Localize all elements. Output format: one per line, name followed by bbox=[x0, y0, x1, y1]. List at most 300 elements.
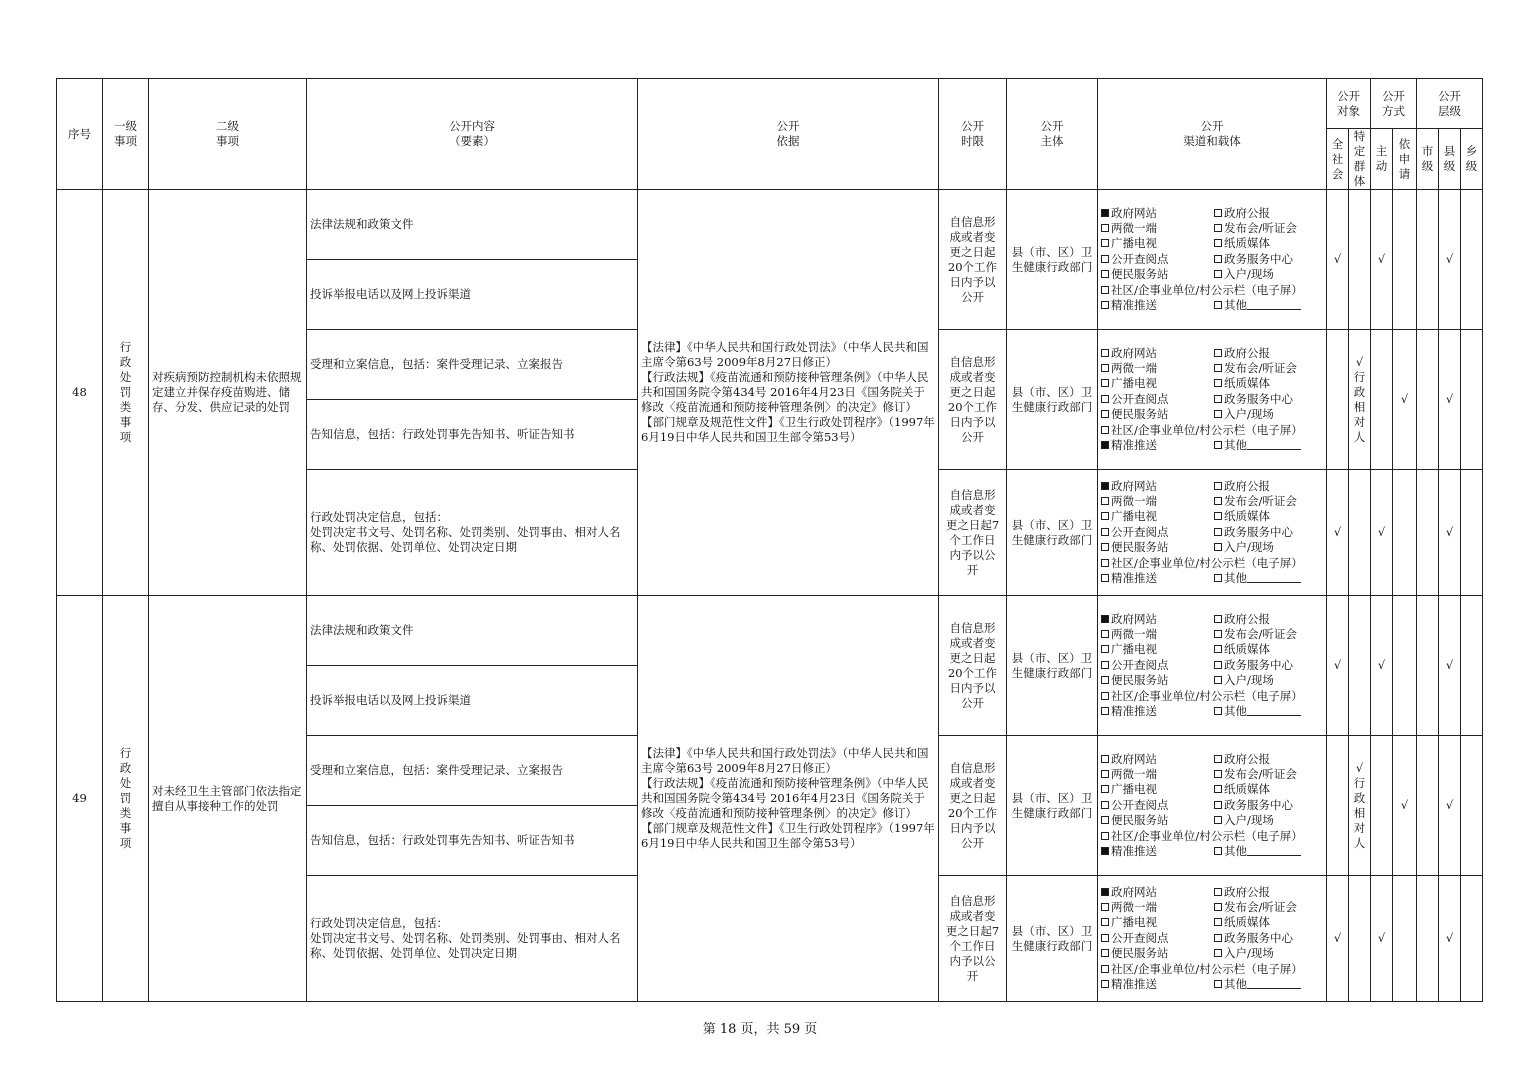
channel-option bbox=[1101, 423, 1323, 438]
channel-option bbox=[1101, 813, 1214, 828]
page-number: 第 18 页，共 59 页 bbox=[702, 1022, 818, 1037]
obj-specific-cell: √行政相对人 bbox=[1349, 736, 1371, 876]
channel-option bbox=[1101, 627, 1214, 642]
checkbox-icon bbox=[1101, 755, 1109, 763]
channel-option-label: 便民服务站 bbox=[1111, 813, 1169, 828]
channel-option-label: 广播电视 bbox=[1111, 782, 1157, 797]
checkbox-icon bbox=[1214, 270, 1222, 278]
method-active-cell: √ bbox=[1371, 876, 1393, 1002]
channel-option bbox=[1101, 885, 1214, 900]
channel-option bbox=[1101, 658, 1214, 673]
channel-option bbox=[1101, 479, 1214, 494]
channel-option bbox=[1214, 236, 1323, 251]
basis-cell: 【法律】《中华人民共和国行政处罚法》（中华人民共和国主席令第63号 2009年8月27日修正） 【行政法规】《疫苗流通和预防接种管理条例》（中华人民共和国国务院令第434号 2016年4月23日《国务院关于修改〈疫苗流通和预防接种管理条例〉的决定》修订） 【部门规章及规范性文件】《卫生行政处罚程序》（1997年6月19日中华人民共和国卫生部令第53号） bbox=[638, 190, 939, 596]
channel-option-label: 政府公报 bbox=[1224, 611, 1270, 626]
checkbox-icon bbox=[1101, 949, 1109, 957]
channel-option bbox=[1101, 915, 1214, 930]
checkbox-icon bbox=[1214, 676, 1222, 684]
checkbox-icon bbox=[1101, 301, 1109, 309]
channel-option-label: 社区/企事业单位/村公示栏（电子屏） bbox=[1111, 555, 1303, 570]
channel-option-label: 政府网站 bbox=[1111, 884, 1157, 899]
channel-grid bbox=[1101, 885, 1323, 993]
checkbox-icon bbox=[1214, 816, 1222, 824]
channel-option bbox=[1101, 438, 1214, 453]
level1-cell: 行政处罚类事项 bbox=[103, 596, 149, 1002]
checkbox-icon bbox=[1214, 224, 1222, 232]
level-city-cell bbox=[1417, 330, 1439, 470]
header-object-group: 公开对象 bbox=[1327, 79, 1371, 129]
channel-option bbox=[1214, 221, 1323, 236]
channel-option bbox=[1101, 525, 1214, 540]
channel-option-label: 其他 bbox=[1224, 571, 1247, 586]
header-method-group: 公开方式 bbox=[1371, 79, 1417, 129]
channel-option-label: 政府网站 bbox=[1111, 205, 1157, 220]
obj-specific-cell bbox=[1349, 596, 1371, 736]
checkbox-icon bbox=[1101, 512, 1109, 520]
checkbox-icon bbox=[1101, 543, 1109, 551]
time-cell: 自信息形成或者变更之日起20个工作日内予以公开 bbox=[939, 330, 1007, 470]
channel-option bbox=[1101, 221, 1214, 236]
channel-option-label: 便民服务站 bbox=[1111, 673, 1169, 688]
level-county-cell: √ bbox=[1439, 190, 1461, 330]
channel-grid bbox=[1101, 752, 1323, 860]
checkbox-icon bbox=[1101, 707, 1109, 715]
content-cell: 法律法规和政策文件 bbox=[307, 596, 638, 666]
checkbox-icon bbox=[1214, 209, 1222, 217]
channel-option-label: 政府公报 bbox=[1224, 345, 1270, 360]
subject-cell: 县（市、区）卫生健康行政部门 bbox=[1007, 876, 1098, 1002]
channel-option-label: 发布会/听证会 bbox=[1224, 220, 1297, 235]
header-content: 公开内容 （要素） bbox=[307, 79, 638, 190]
channel-grid bbox=[1101, 612, 1323, 720]
channel-option bbox=[1214, 782, 1323, 797]
channel-options bbox=[1098, 470, 1327, 596]
channel-option bbox=[1101, 673, 1214, 688]
checkbox-icon bbox=[1101, 395, 1109, 403]
channel-option-label: 两微一端 bbox=[1111, 766, 1157, 781]
checkbox-icon bbox=[1101, 847, 1109, 855]
channel-option-label: 便民服务站 bbox=[1111, 407, 1169, 422]
level-city-cell bbox=[1417, 596, 1439, 736]
channel-option bbox=[1214, 376, 1323, 391]
channel-option bbox=[1101, 900, 1214, 915]
channel-option bbox=[1101, 844, 1214, 859]
checkbox-icon bbox=[1214, 934, 1222, 942]
channel-option bbox=[1214, 479, 1323, 494]
checkbox-icon bbox=[1101, 980, 1109, 988]
content-cell: 法律法规和政策文件 bbox=[307, 190, 638, 260]
channel-option-label: 发布会/听证会 bbox=[1224, 626, 1297, 641]
level-county-cell: √ bbox=[1439, 330, 1461, 470]
blank-line bbox=[1247, 299, 1301, 310]
checkbox-icon bbox=[1214, 645, 1222, 653]
basis-cell: 【法律】《中华人民共和国行政处罚法》（中华人民共和国主席令第63号 2009年8月27日修正） 【行政法规】《疫苗流通和预防接种管理条例》（中华人民共和国国务院令第434号 2016年4月23日《国务院关于修改〈疫苗流通和预防接种管理条例〉的决定》修订） 【部门规章及规范性文件】《卫生行政处罚程序》（1997年6月19日中华人民共和国卫生部令第53号） bbox=[638, 596, 939, 1002]
channel-option bbox=[1214, 540, 1323, 555]
channel-option bbox=[1214, 612, 1323, 627]
checkbox-icon bbox=[1214, 239, 1222, 247]
blank-line bbox=[1247, 978, 1301, 989]
channel-option-label: 政务服务中心 bbox=[1224, 524, 1293, 539]
channel-option-label: 政府公报 bbox=[1224, 205, 1270, 220]
channel-option-label: 公开查阅点 bbox=[1111, 930, 1169, 945]
content-cell: 行政处罚决定信息，包括： 处罚决定书文号、处罚名称、处罚类别、处罚事由、相对人名称、处罚依据、处罚单位、处罚决定日期 bbox=[307, 470, 638, 596]
obj-all-cell bbox=[1327, 736, 1349, 876]
channel-option bbox=[1214, 509, 1323, 524]
method-apply-cell: √ bbox=[1393, 330, 1417, 470]
channel-option bbox=[1214, 931, 1323, 946]
time-cell: 自信息形成或者变更之日起7个工作日内予以公开 bbox=[939, 876, 1007, 1002]
header-channel: 公开 渠道和载体 bbox=[1098, 79, 1327, 190]
subject-cell: 县（市、区）卫生健康行政部门 bbox=[1007, 736, 1098, 876]
header-level-group: 公开层级 bbox=[1417, 79, 1483, 129]
channel-option bbox=[1214, 298, 1323, 313]
level-town-cell bbox=[1461, 330, 1483, 470]
channel-option-label: 社区/企事业单位/村公示栏（电子屏） bbox=[1111, 961, 1303, 976]
checkbox-icon bbox=[1101, 918, 1109, 926]
channel-option bbox=[1214, 767, 1323, 782]
header-method-active: 主动 bbox=[1371, 129, 1393, 190]
checkbox-icon bbox=[1101, 482, 1109, 490]
checkbox-icon bbox=[1214, 847, 1222, 855]
channel-option-label: 其他 bbox=[1224, 438, 1247, 453]
channel-option bbox=[1214, 844, 1323, 859]
channel-option-label: 入户/现场 bbox=[1224, 673, 1274, 688]
channel-option bbox=[1214, 494, 1323, 509]
subject-cell: 县（市、区）卫生健康行政部门 bbox=[1007, 190, 1098, 330]
channel-options bbox=[1098, 190, 1327, 330]
checkbox-icon bbox=[1101, 209, 1109, 217]
checkbox-icon bbox=[1101, 645, 1109, 653]
level-town-cell bbox=[1461, 736, 1483, 876]
level-county-cell: √ bbox=[1439, 876, 1461, 1002]
method-apply-cell bbox=[1393, 596, 1417, 736]
channel-grid bbox=[1101, 346, 1323, 454]
method-active-cell: √ bbox=[1371, 596, 1393, 736]
checkbox-icon bbox=[1214, 615, 1222, 623]
checkbox-icon bbox=[1214, 482, 1222, 490]
time-cell: 自信息形成或者变更之日起20个工作日内予以公开 bbox=[939, 190, 1007, 330]
channel-option-label: 政务服务中心 bbox=[1224, 251, 1293, 266]
blank-line bbox=[1247, 572, 1301, 583]
checkbox-icon bbox=[1214, 661, 1222, 669]
channel-option-label: 入户/现场 bbox=[1224, 946, 1274, 961]
content-cell: 告知信息，包括：行政处罚事先告知书、听证告知书 bbox=[307, 400, 638, 470]
header-level1: 一级事项 bbox=[103, 79, 149, 190]
channel-option bbox=[1214, 977, 1323, 992]
channel-option bbox=[1214, 206, 1323, 221]
channel-option-label: 广播电视 bbox=[1111, 915, 1157, 930]
header-obj-specific: 特定群体 bbox=[1349, 129, 1371, 190]
channel-option-label: 公开查阅点 bbox=[1111, 524, 1169, 539]
disclosure-table bbox=[56, 78, 1483, 1002]
level-city-cell bbox=[1417, 876, 1439, 1002]
channel-grid bbox=[1101, 206, 1323, 314]
table-row bbox=[57, 596, 1483, 666]
checkbox-icon bbox=[1214, 543, 1222, 551]
channel-option bbox=[1101, 946, 1214, 961]
method-apply-cell bbox=[1393, 470, 1417, 596]
channel-option-label: 政府网站 bbox=[1111, 345, 1157, 360]
header-level-city: 市级 bbox=[1417, 129, 1439, 190]
channel-option bbox=[1214, 915, 1323, 930]
checkbox-icon bbox=[1101, 934, 1109, 942]
channel-option bbox=[1214, 361, 1323, 376]
level1-cell: 行政处罚类事项 bbox=[103, 190, 149, 596]
channel-option bbox=[1101, 931, 1214, 946]
checkbox-icon bbox=[1214, 301, 1222, 309]
channel-option-label: 入户/现场 bbox=[1224, 540, 1274, 555]
channel-option-label: 其他 bbox=[1224, 844, 1247, 859]
channel-option bbox=[1101, 283, 1323, 298]
method-apply-cell bbox=[1393, 876, 1417, 1002]
level-city-cell bbox=[1417, 190, 1439, 330]
content-cell: 受理和立案信息，包括：案件受理记录、立案报告 bbox=[307, 330, 638, 400]
checkbox-icon bbox=[1101, 410, 1109, 418]
channel-option-label: 广播电视 bbox=[1111, 509, 1157, 524]
header-row-1 bbox=[57, 79, 1483, 129]
checkbox-icon bbox=[1214, 255, 1222, 263]
header-level-town: 乡级 bbox=[1461, 129, 1483, 190]
channel-option bbox=[1101, 494, 1214, 509]
obj-specific-cell: √行政相对人 bbox=[1349, 330, 1371, 470]
level-county-cell: √ bbox=[1439, 736, 1461, 876]
channel-option bbox=[1214, 346, 1323, 361]
channel-option-label: 政府网站 bbox=[1111, 751, 1157, 766]
header-level2: 二级 事项 bbox=[149, 79, 307, 190]
channel-option bbox=[1101, 612, 1214, 627]
checkbox-icon bbox=[1101, 497, 1109, 505]
channel-option bbox=[1214, 642, 1323, 657]
checkbox-icon bbox=[1214, 785, 1222, 793]
checkbox-icon bbox=[1214, 801, 1222, 809]
channel-option-label: 其他 bbox=[1224, 298, 1247, 313]
channel-option bbox=[1101, 689, 1323, 704]
level-town-cell bbox=[1461, 876, 1483, 1002]
checkbox-icon bbox=[1214, 441, 1222, 449]
channel-option-label: 两微一端 bbox=[1111, 360, 1157, 375]
channel-option-label: 政务服务中心 bbox=[1224, 797, 1293, 812]
channel-option-label: 公开查阅点 bbox=[1111, 391, 1169, 406]
channel-option bbox=[1214, 252, 1323, 267]
level-county-cell: √ bbox=[1439, 470, 1461, 596]
checkbox-icon bbox=[1101, 364, 1109, 372]
checkbox-icon bbox=[1101, 903, 1109, 911]
obj-all-cell: √ bbox=[1327, 596, 1349, 736]
channel-option bbox=[1214, 704, 1323, 719]
channel-option-label: 便民服务站 bbox=[1111, 540, 1169, 555]
checkbox-icon bbox=[1101, 630, 1109, 638]
checkbox-icon bbox=[1214, 949, 1222, 957]
channel-option bbox=[1214, 407, 1323, 422]
channel-option-label: 精准推送 bbox=[1111, 571, 1157, 586]
channel-options bbox=[1098, 876, 1327, 1002]
channel-option-label: 纸质媒体 bbox=[1224, 376, 1270, 391]
channel-option-label: 政府公报 bbox=[1224, 751, 1270, 766]
channel-grid bbox=[1101, 479, 1323, 587]
checkbox-icon bbox=[1214, 497, 1222, 505]
channel-option-label: 政府网站 bbox=[1111, 611, 1157, 626]
channel-option-label: 政府网站 bbox=[1111, 478, 1157, 493]
channel-option-label: 两微一端 bbox=[1111, 626, 1157, 641]
checkbox-icon bbox=[1101, 255, 1109, 263]
time-cell: 自信息形成或者变更之日起20个工作日内予以公开 bbox=[939, 596, 1007, 736]
checkbox-icon bbox=[1101, 559, 1109, 567]
channel-option bbox=[1101, 376, 1214, 391]
content-cell: 告知信息，包括：行政处罚事先告知书、听证告知书 bbox=[307, 806, 638, 876]
obj-all-cell: √ bbox=[1327, 190, 1349, 330]
blank-line bbox=[1247, 705, 1301, 716]
channel-option-label: 公开查阅点 bbox=[1111, 797, 1169, 812]
channel-option-label: 政务服务中心 bbox=[1224, 391, 1293, 406]
checkbox-icon bbox=[1214, 630, 1222, 638]
channel-option-label: 政务服务中心 bbox=[1224, 657, 1293, 672]
seq-cell: 49 bbox=[57, 596, 103, 1002]
obj-all-cell bbox=[1327, 330, 1349, 470]
method-active-cell: √ bbox=[1371, 470, 1393, 596]
table-row bbox=[57, 190, 1483, 260]
checkbox-icon bbox=[1101, 615, 1109, 623]
method-active-cell bbox=[1371, 330, 1393, 470]
checkbox-icon bbox=[1214, 903, 1222, 911]
checkbox-icon bbox=[1101, 661, 1109, 669]
method-active-cell bbox=[1371, 736, 1393, 876]
checkbox-icon bbox=[1101, 785, 1109, 793]
channel-option bbox=[1101, 236, 1214, 251]
content-cell: 投诉举报电话以及网上投诉渠道 bbox=[307, 666, 638, 736]
channel-options bbox=[1098, 596, 1327, 736]
checkbox-icon bbox=[1214, 574, 1222, 582]
level-city-cell bbox=[1417, 470, 1439, 596]
seq-cell: 48 bbox=[57, 190, 103, 596]
checkbox-icon bbox=[1101, 832, 1109, 840]
level-county-cell: √ bbox=[1439, 596, 1461, 736]
channel-option-label: 精准推送 bbox=[1111, 977, 1157, 992]
content-cell: 投诉举报电话以及网上投诉渠道 bbox=[307, 260, 638, 330]
channel-option-label: 精准推送 bbox=[1111, 298, 1157, 313]
channel-option-label: 纸质媒体 bbox=[1224, 915, 1270, 930]
subject-cell: 县（市、区）卫生健康行政部门 bbox=[1007, 596, 1098, 736]
method-active-cell: √ bbox=[1371, 190, 1393, 330]
header-time: 公开 时限 bbox=[939, 79, 1007, 190]
checkbox-icon bbox=[1101, 676, 1109, 684]
checkbox-icon bbox=[1101, 692, 1109, 700]
checkbox-icon bbox=[1101, 965, 1109, 973]
channel-option-label: 精准推送 bbox=[1111, 704, 1157, 719]
checkbox-icon bbox=[1214, 918, 1222, 926]
level-town-cell bbox=[1461, 190, 1483, 330]
channel-option-label: 社区/企事业单位/村公示栏（电子屏） bbox=[1111, 282, 1303, 297]
channel-option bbox=[1214, 658, 1323, 673]
channel-option bbox=[1101, 346, 1214, 361]
checkbox-icon bbox=[1101, 574, 1109, 582]
channel-option bbox=[1214, 438, 1323, 453]
checkbox-icon bbox=[1214, 410, 1222, 418]
checkbox-icon bbox=[1214, 528, 1222, 536]
time-cell: 自信息形成或者变更之日起7个工作日内予以公开 bbox=[939, 470, 1007, 596]
checkbox-icon bbox=[1101, 441, 1109, 449]
header-level-county: 县级 bbox=[1439, 129, 1461, 190]
method-apply-cell bbox=[1393, 190, 1417, 330]
checkbox-icon bbox=[1214, 364, 1222, 372]
channel-option-label: 便民服务站 bbox=[1111, 267, 1169, 282]
content-cell: 受理和立案信息，包括：案件受理记录、立案报告 bbox=[307, 736, 638, 806]
channel-option bbox=[1101, 962, 1323, 977]
channel-option-label: 政府公报 bbox=[1224, 478, 1270, 493]
obj-specific-cell bbox=[1349, 876, 1371, 1002]
channel-option-label: 两微一端 bbox=[1111, 899, 1157, 914]
channel-option bbox=[1101, 977, 1214, 992]
channel-option bbox=[1214, 798, 1323, 813]
level-city-cell bbox=[1417, 736, 1439, 876]
level-town-cell bbox=[1461, 470, 1483, 596]
channel-option-label: 其他 bbox=[1224, 704, 1247, 719]
header-basis: 公开 依据 bbox=[638, 79, 939, 190]
channel-options bbox=[1098, 736, 1327, 876]
level2-cell: 对未经卫生主管部门依法指定擅自从事接种工作的处罚 bbox=[149, 596, 307, 1002]
channel-option-label: 社区/企事业单位/村公示栏（电子屏） bbox=[1111, 828, 1303, 843]
content-cell: 行政处罚决定信息，包括： 处罚决定书文号、处罚名称、处罚类别、处罚事由、相对人名称、处罚依据、处罚单位、处罚决定日期 bbox=[307, 876, 638, 1002]
header-method-apply: 依申请 bbox=[1393, 129, 1417, 190]
checkbox-icon bbox=[1101, 426, 1109, 434]
channel-option bbox=[1101, 540, 1214, 555]
method-apply-cell: √ bbox=[1393, 736, 1417, 876]
channel-option bbox=[1101, 252, 1214, 267]
checkbox-icon bbox=[1214, 888, 1222, 896]
channel-option-label: 社区/企事业单位/村公示栏（电子屏） bbox=[1111, 422, 1303, 437]
channel-option bbox=[1101, 509, 1214, 524]
channel-option-label: 纸质媒体 bbox=[1224, 509, 1270, 524]
channel-option-label: 便民服务站 bbox=[1111, 946, 1169, 961]
checkbox-icon bbox=[1101, 379, 1109, 387]
channel-option bbox=[1214, 571, 1323, 586]
checkbox-icon bbox=[1101, 224, 1109, 232]
channel-option bbox=[1214, 627, 1323, 642]
checkbox-icon bbox=[1214, 349, 1222, 357]
channel-option-label: 其他 bbox=[1224, 977, 1247, 992]
channel-option bbox=[1101, 267, 1214, 282]
channel-option-label: 发布会/听证会 bbox=[1224, 360, 1297, 375]
header-seq: 序号 bbox=[57, 79, 103, 190]
blank-line bbox=[1247, 439, 1301, 450]
checkbox-icon bbox=[1101, 239, 1109, 247]
channel-option-label: 纸质媒体 bbox=[1224, 782, 1270, 797]
checkbox-icon bbox=[1101, 816, 1109, 824]
channel-option-label: 公开查阅点 bbox=[1111, 657, 1169, 672]
channel-option bbox=[1214, 885, 1323, 900]
header-obj-all: 全社会 bbox=[1327, 129, 1349, 190]
blank-line bbox=[1247, 845, 1301, 856]
checkbox-icon bbox=[1101, 801, 1109, 809]
obj-specific-cell bbox=[1349, 470, 1371, 596]
channel-option bbox=[1101, 206, 1214, 221]
channel-option-label: 入户/现场 bbox=[1224, 813, 1274, 828]
channel-option bbox=[1101, 798, 1214, 813]
checkbox-icon bbox=[1214, 707, 1222, 715]
channel-option bbox=[1101, 752, 1214, 767]
checkbox-icon bbox=[1214, 755, 1222, 763]
channel-option-label: 政府公报 bbox=[1224, 884, 1270, 899]
channel-option bbox=[1101, 782, 1214, 797]
channel-option-label: 两微一端 bbox=[1111, 220, 1157, 235]
channel-option-label: 入户/现场 bbox=[1224, 407, 1274, 422]
checkbox-icon bbox=[1101, 286, 1109, 294]
channel-option-label: 广播电视 bbox=[1111, 236, 1157, 251]
channel-option-label: 公开查阅点 bbox=[1111, 251, 1169, 266]
channel-option bbox=[1214, 267, 1323, 282]
channel-option-label: 发布会/听证会 bbox=[1224, 899, 1297, 914]
channel-option-label: 社区/企事业单位/村公示栏（电子屏） bbox=[1111, 688, 1303, 703]
checkbox-icon bbox=[1101, 349, 1109, 357]
